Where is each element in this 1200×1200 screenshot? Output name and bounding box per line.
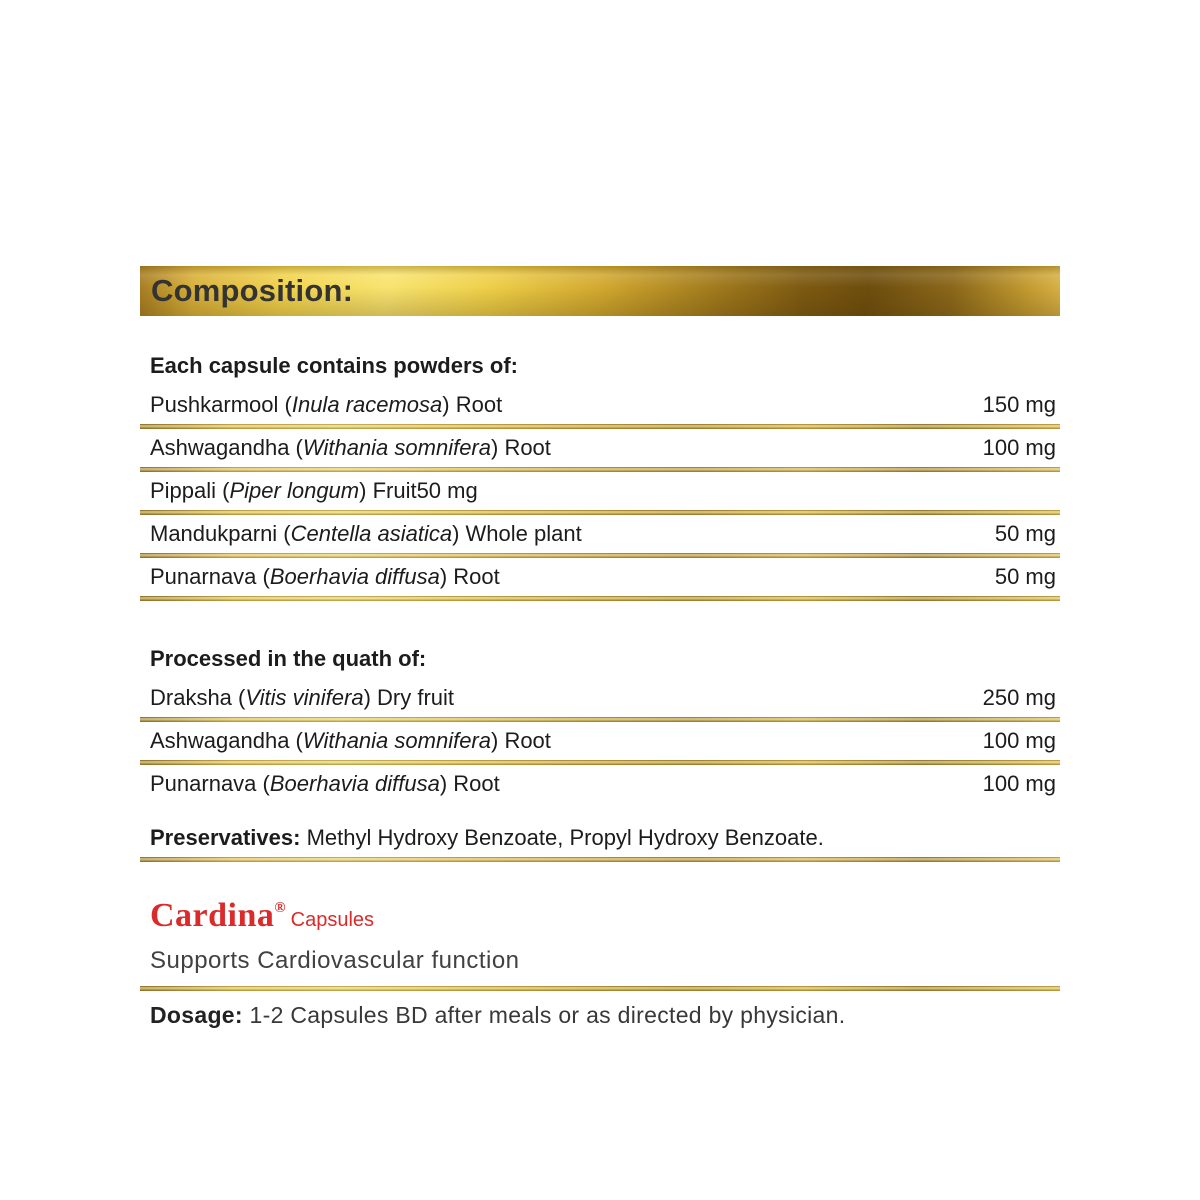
ingredient-name: Mandukparni (Centella asiatica) Whole plant	[150, 521, 582, 546]
ingredient-amount: 50 mg	[994, 521, 1056, 546]
brand-product-type: Capsules	[290, 909, 375, 931]
preservatives-line	[140, 819, 1060, 857]
ingredient-row	[140, 679, 1060, 717]
ingredient-amount: 100 mg	[982, 728, 1056, 753]
ingredient-name: Pippali (Piper longum) Fruit50 mg	[150, 478, 478, 503]
label-content	[140, 266, 1060, 1029]
ingredient-row	[140, 558, 1060, 596]
composition-banner	[140, 266, 1060, 316]
species-name: Inula racemosa	[291, 392, 443, 417]
brand-lockup	[140, 888, 1060, 942]
ingredient-amount: 250 mg	[982, 685, 1056, 710]
species-name: Piper longum	[229, 478, 360, 503]
ingredient-row	[140, 515, 1060, 553]
brand-tagline: Supports Cardiovascular function	[150, 947, 520, 974]
ingredient-name: Pushkarmool (Inula racemosa) Root	[150, 392, 503, 417]
species-name: Withania somnifera	[302, 728, 491, 753]
ingredient-row	[140, 429, 1060, 467]
ingredient-row	[140, 765, 1060, 803]
species-name: Vitis vinifera	[245, 685, 364, 710]
ingredient-name: Ashwagandha (Withania somnifera) Root	[150, 728, 551, 753]
ingredient-amount: 100 mg	[982, 771, 1056, 796]
capsule-section-heading: Each capsule contains powders of:	[150, 353, 518, 378]
ingredient-row	[140, 722, 1060, 760]
ingredient-row	[140, 472, 1060, 510]
species-name: Centella asiatica	[290, 521, 453, 546]
ingredient-name: Punarnava (Boerhavia diffusa) Root	[150, 564, 500, 589]
preservatives-text: Methyl Hydroxy Benzoate, Propyl Hydroxy Benzoate.	[300, 825, 824, 850]
dosage-text: 1-2 Capsules BD after meals or as directed by physician.	[242, 1002, 846, 1028]
preservatives-label: Preservatives:	[150, 825, 301, 850]
gold-divider	[140, 596, 1060, 601]
ingredient-name: Punarnava (Boerhavia diffusa) Root	[150, 771, 500, 796]
ingredient-name: Draksha (Vitis vinifera) Dry fruit	[150, 685, 455, 710]
dosage-line	[140, 991, 1060, 1029]
gold-divider	[140, 857, 1060, 862]
quath-section-heading: Processed in the quath of:	[150, 646, 427, 671]
species-name: Boerhavia diffusa	[269, 564, 440, 589]
dosage-label: Dosage:	[150, 1002, 243, 1028]
brand-name: Cardina	[150, 897, 275, 934]
ingredient-row	[140, 386, 1060, 424]
ingredient-amount: 150 mg	[982, 392, 1056, 417]
composition-title: Composition:	[151, 273, 354, 308]
ingredient-name: Ashwagandha (Withania somnifera) Root	[150, 435, 551, 460]
species-name: Boerhavia diffusa	[269, 771, 440, 796]
species-name: Withania somnifera	[302, 435, 491, 460]
registered-trademark-symbol: ®	[274, 900, 286, 916]
ingredient-amount: 50 mg	[994, 564, 1056, 589]
ingredient-amount: 100 mg	[982, 435, 1056, 460]
